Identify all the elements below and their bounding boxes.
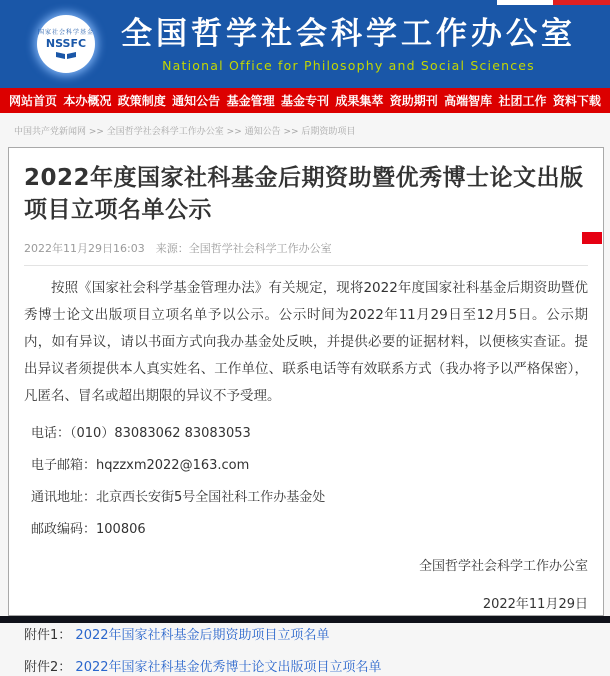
attachment-row-2 bbox=[24, 660, 588, 676]
red-marker-badge bbox=[582, 232, 602, 244]
attachment-2-label: 附件2： bbox=[24, 660, 72, 675]
logo-ring-text: 国家社会科学基金 bbox=[37, 28, 94, 36]
nav-item-thinktank[interactable]: 高端智库 bbox=[444, 94, 493, 108]
attachment-1-label: 附件1： bbox=[24, 628, 72, 643]
article-title: 2022年度国家社科基金后期资助暨优秀博士论文出版项目立项名单公示 bbox=[24, 165, 584, 223]
nav-item-downloads[interactable]: 资料下载 bbox=[552, 94, 601, 108]
signoff-date: 2022年11月29日 bbox=[482, 597, 588, 612]
header-titles bbox=[121, 16, 576, 73]
meta-divider bbox=[24, 265, 588, 266]
breadcrumb[interactable]: 中国共产党新闻网 >> 全国哲学社会科学工作办公室 >> 通知公告 >> 后期资助项目 bbox=[14, 126, 356, 137]
site-title-cn: 全国哲学社会科学工作办公室 bbox=[121, 15, 576, 52]
nav-item-fund-special[interactable]: 基金专刊 bbox=[280, 94, 329, 108]
browser-strip-white bbox=[497, 0, 553, 5]
footer-bar bbox=[0, 616, 610, 623]
logo-abbr: NSSFC bbox=[45, 36, 87, 50]
open-book-icon bbox=[55, 51, 77, 60]
nav-item-associations[interactable]: 社团工作 bbox=[498, 94, 547, 108]
contact-email: 电子邮箱：hqzzxm2022@163.com bbox=[31, 458, 250, 473]
main-nav bbox=[0, 88, 610, 113]
site-title-en: National Office for Philosophy and Social Sciences bbox=[162, 57, 535, 73]
nssfc-logo[interactable] bbox=[37, 15, 95, 73]
site-header bbox=[0, 0, 610, 88]
nav-item-home[interactable]: 网站首页 bbox=[9, 94, 58, 108]
contact-phone: 电话：（010）83083062 83083053 bbox=[31, 426, 251, 441]
attachment-2-link[interactable]: 2022年国家社科基金优秀博士论文出版项目立项名单 bbox=[75, 660, 382, 675]
nav-item-notices[interactable]: 通知公告 bbox=[172, 94, 221, 108]
nav-item-fund-management[interactable]: 基金管理 bbox=[226, 94, 275, 108]
article-meta: 2022年11月29日16:03 来源：全国哲学社会科学工作办公室 bbox=[24, 242, 332, 255]
browser-strip-red bbox=[553, 0, 610, 5]
nav-item-policy[interactable]: 政策制度 bbox=[117, 94, 166, 108]
attachment-row-1 bbox=[24, 628, 588, 644]
nav-item-achievements[interactable]: 成果集萃 bbox=[335, 94, 384, 108]
article-body: 按照《国家社会科学基金管理办法》有关规定，现将2022年度国家社科基金后期资助暨优秀博士论文出版项目立项名单予以公示。公示时间为2022年11月29日至12月5日。公示期内，如有异议，请以书面方式向我办基金处反映，并提供必要的证据材料，以便核实查证。提出异议者须提供本人真实姓名、工作单位、联系电话等有效联系方式（我办将予以严格保密），凡匿名、冒名或超出期限的异议不予受理。 bbox=[24, 280, 588, 404]
contact-address: 通讯地址：北京西长安街5号全国社科工作办基金处 bbox=[31, 490, 326, 505]
contact-postcode: 邮政编码：100806 bbox=[31, 522, 146, 537]
attachment-1-link[interactable]: 2022年国家社科基金后期资助项目立项名单 bbox=[75, 628, 330, 643]
signoff-org: 全国哲学社会科学工作办公室 bbox=[418, 559, 588, 574]
article-card bbox=[8, 147, 604, 675]
article-meta-row bbox=[24, 237, 588, 256]
nav-item-about[interactable]: 本办概况 bbox=[63, 94, 112, 108]
nav-item-journals[interactable]: 资助期刊 bbox=[389, 94, 438, 108]
breadcrumb-band bbox=[0, 113, 610, 147]
